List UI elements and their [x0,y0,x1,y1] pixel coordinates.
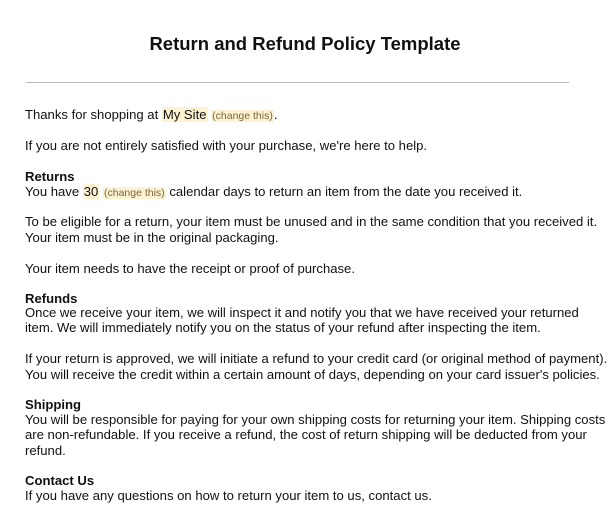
shipping-line3: refund. [25,443,66,458]
refunds-approved-line1: If your return is approved, we will initiate a refund to your credit card (or original method of payment). [25,351,608,366]
intro-thanks-prefix: Thanks for shopping at [25,107,162,122]
refunds-heading: Refunds [25,291,78,306]
returns-eligible-line1: To be eligible for a return, your item must be unused and in the same condition that you received it. [25,214,598,229]
returns-receipt: Your item needs to have the receipt or proof of purchase. [25,261,355,276]
returns-days-prefix: You have [25,184,83,199]
refunds-inspect-line1: Once we receive your item, we will inspect it and notify you that we have received your returned [25,305,579,320]
intro-help: If you are not entirely satisfied with your purchase, we're here to help. [25,138,428,153]
refunds-inspect-line2: item. We will immediately notify you on the status of your refund after inspecting the item. [25,320,541,335]
returns-eligible-line2: Your item must be in the original packaging. [25,230,279,245]
shipping-heading: Shipping [25,397,82,412]
contact-heading: Contact Us [25,473,95,488]
returns-heading: Returns [25,169,75,184]
returns-days-suffix: calendar days to return an item from the date you received it. [165,184,523,199]
refunds-approved-line2: You will receive the credit within a certain amount of days, depending on your card issuer's policies. [25,367,600,382]
intro-thanks-suffix: . [273,107,278,122]
contact-line1: If you have any questions on how to return your item to us, contact us. [25,488,432,503]
change-days-hint: (change this) [103,187,165,199]
shipping-line1: You will be responsible for paying for your own shipping costs for returning your item. Shipping costs [25,412,606,427]
returns-days [25,184,597,202]
days-placeholder: 30 [83,184,99,199]
title-divider [26,82,569,83]
change-site-name-hint: (change this) [212,110,273,122]
shipping-line2: are non-refundable. If you receive a refund, the cost of return shipping will be deducted from your [25,427,587,442]
site-name-placeholder: My Site [162,107,207,122]
page-title: Return and Refund Policy Template [149,33,461,54]
intro-thanks [25,107,597,125]
